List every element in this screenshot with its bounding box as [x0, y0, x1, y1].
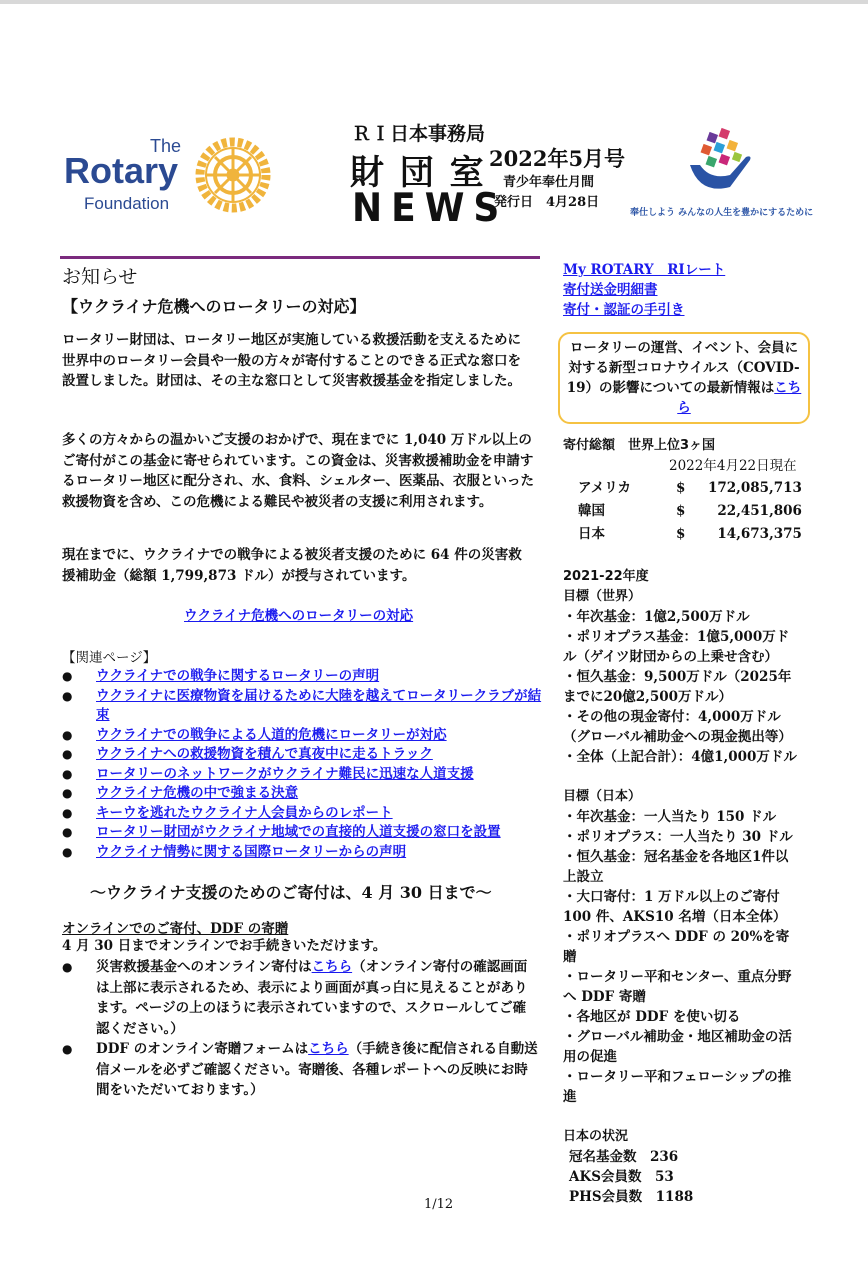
item-note: （オンライン寄付の確認画面は上部に表示されるため、表示により画面が真っ白に見えることがあります。ページの上のほうに表示されていますので、スクロールしてご確認ください。）: [96, 959, 528, 1037]
goals-japan-title: 目標（日本）: [563, 789, 642, 804]
donation-deadline-heading: ～ウクライナ支援のためのご寄付は、4 月 30 日まで～: [90, 883, 492, 902]
related-link[interactable]: キーウを逃れたウクライナ人会員からのレポート: [96, 804, 393, 821]
goal-item: ・ポリオプラスへ DDF の 20%を寄贈: [563, 929, 790, 965]
covid-info-link[interactable]: こちら: [677, 380, 802, 416]
status-label: PHS会員数: [569, 1189, 643, 1205]
amount: 22,451,806: [717, 502, 802, 519]
status-label: 冠名基金数: [569, 1149, 637, 1165]
donation-guide-link[interactable]: 寄付・認証の手引き: [563, 302, 685, 318]
related-link-item: [62, 667, 542, 687]
status-row: [569, 1147, 813, 1167]
article-heading: 【ウクライナ危機へのロータリーの対応】: [62, 297, 366, 316]
related-link-item: [62, 687, 542, 726]
goal-item: ・恒久基金：冠名基金を各地区1件以上設立: [563, 849, 789, 885]
currency: $: [676, 525, 686, 542]
covid-info-text: ロータリーの運営、イベント、会員に対する新型コロナウイルス（COVID-19）の影響についての最新情報は: [566, 340, 800, 396]
country: 韓国: [578, 502, 605, 519]
sidebar: [563, 260, 813, 1207]
currency: $: [676, 502, 686, 519]
rotary-foundation-logo: [64, 136, 274, 216]
goals-world-title: 目標（世界）: [563, 589, 642, 604]
top3-title: 寄付総額 世界上位3ヶ国: [563, 438, 716, 453]
ukraine-response-link[interactable]: ウクライナ危機へのロータリーの対応: [184, 608, 414, 624]
related-link-item: [62, 745, 542, 765]
theme-tagline: 奉仕しよう みんなの人生を豊かにするために: [630, 208, 814, 218]
country: 日本: [578, 525, 605, 542]
goal-item: ・各地区が DDF を使い切る: [563, 1009, 741, 1025]
related-link-item: [62, 726, 542, 746]
rotary-wheel-icon: [194, 136, 272, 214]
amount: 14,673,375: [717, 525, 802, 542]
goal-item: ・グローバル補助金・地区補助金の活用の促進: [563, 1029, 792, 1065]
top3-table: [577, 476, 803, 545]
paragraph-3: 現在までに、ウクライナでの戦争による被災者支援のために 64 件の災害救援補助金（総額 1,799,873 ドル）が授与されています。: [62, 547, 522, 584]
newsletter-title: 財 団 室: [350, 153, 486, 193]
viewer-top-bar: [0, 0, 868, 4]
related-link[interactable]: ウクライナへの救援物資を積んで真夜中に走るトラック: [96, 746, 433, 762]
paragraph-2: 多くの方々からの温かいご支援のおかげで、現在までに 1,040 万ドル以上のご寄付がこの基金に寄せられています。この資金は、災害救援補助金を申請するロータリー地区に配分され、水、食料、シェルター、医薬品、衣服といった救援物資を含め、この危機による難民や被災者の支援に利用されます。: [62, 432, 534, 510]
goal-item: ・大口寄付：1 万ドル以上のご寄付 100 件、AKS10 名増（日本全体）: [563, 889, 787, 925]
related-links-list: [62, 667, 542, 862]
amount: 172,085,713: [708, 479, 802, 496]
table-row: [577, 522, 803, 545]
related-link[interactable]: ウクライナでの戦争による人道的危機にロータリーが対応: [96, 726, 447, 743]
table-row: [577, 476, 803, 499]
newsletter-title-news: NEWS: [352, 185, 509, 232]
related-pages-label: 【関連ページ】: [62, 650, 157, 666]
goal-item: ・ロータリー平和センター、重点分野へ DDF 寄贈: [563, 969, 792, 1005]
related-link[interactable]: ウクライナに医療物資を届けるために大陸を越えてロータリークラブが結束: [96, 687, 542, 723]
online-intro: 4 月 30 日までオンラインでお手続きいただけます。: [62, 938, 387, 954]
goal-item: ・年次基金：1億2,500万ドル: [563, 609, 750, 625]
table-row: [577, 499, 803, 522]
goals-japan-list: [563, 807, 799, 1107]
status-row: [569, 1187, 813, 1207]
related-link-item: [62, 843, 542, 863]
online-donation-heading: オンラインでのご寄付、DDF の寄贈: [62, 921, 289, 937]
issue-label: 2022年5月号: [489, 146, 626, 171]
office-name: ＲＩ日本事務局: [352, 123, 486, 145]
goal-item: ・ロータリー平和フェローシップの推進: [563, 1069, 792, 1105]
goal-item: ・ポリオプラス：一人当たり 30 ドル: [563, 829, 793, 845]
status-value: 53: [654, 1169, 674, 1185]
goal-item: ・その他の現金寄付：4,000万ドル（グローバル補助金への現金拠出等）: [563, 709, 792, 745]
myrotary-ri-rate-link[interactable]: My ROTARY RIレート: [563, 262, 726, 278]
related-link[interactable]: ロータリーのネットワークがウクライナ難民に迅速な人道支援: [96, 765, 474, 782]
country: アメリカ: [578, 479, 632, 496]
month-theme: 青少年奉仕月間: [503, 175, 595, 190]
goals-world-list: [563, 607, 799, 767]
logo-line-the: The: [150, 136, 182, 156]
goal-item: ・年次基金：一人当たり 150 ドル: [563, 809, 777, 825]
online-donation-item: [62, 957, 538, 1039]
logo-line-foundation: Foundation: [84, 194, 170, 213]
related-link[interactable]: ロータリー財団がウクライナ地域での直接的人道支援の窓口を設置: [96, 824, 501, 840]
related-link[interactable]: ウクライナ情勢に関する国際ロータリーからの声明: [96, 843, 407, 860]
related-link[interactable]: ウクライナでの戦争に関するロータリーの声明: [96, 668, 380, 684]
disaster-fund-donation-link[interactable]: こちら: [311, 959, 353, 975]
related-link-item: [62, 784, 542, 804]
goal-item: ・恒久基金：9,500万ドル（2025年までに20億2,500万ドル）: [563, 669, 792, 705]
hand-globe-icon: [680, 125, 760, 200]
online-donation-item: [62, 1039, 538, 1101]
rotary-theme-logo: [625, 125, 815, 220]
logo-line-rotary: Rotary: [64, 150, 179, 191]
status-row: [569, 1167, 813, 1187]
related-link-item: [62, 823, 542, 843]
goal-item: ・ポリオプラス基金：1億5,000万ドル（ゲイツ財団からの上乗せ含む）: [563, 629, 790, 665]
item-text: 災害救援基金へのオンライン寄付は: [96, 959, 312, 975]
page-number: 1/12: [424, 1197, 454, 1212]
covid-info-box: [558, 332, 810, 424]
section-title: お知らせ: [62, 266, 138, 288]
goal-item: ・全体（上記合計）：4億1,000万ドル: [563, 749, 797, 765]
item-note: （手続き後に配信される自動送信メールを必ずご確認ください。寄贈後、各種レポートへの反映にお時間をいただいております。）: [96, 1041, 538, 1098]
related-link[interactable]: ウクライナ危機の中で強まる決意: [96, 785, 299, 801]
top3-as-of: 2022年4月22日現在: [669, 458, 797, 474]
donation-statement-link[interactable]: 寄付送金明細書: [563, 282, 658, 298]
currency: $: [676, 479, 686, 496]
related-link-item: [62, 804, 542, 824]
related-link-item: [62, 765, 542, 785]
fiscal-year: 2021-22年度: [563, 569, 649, 584]
item-text: DDF のオンライン寄贈フォームは: [96, 1041, 309, 1057]
header-divider: [60, 256, 540, 259]
status-value: 236: [650, 1149, 679, 1165]
paragraph-1: ロータリー財団は、ロータリー地区が実施している救援活動を支えるために世界中のロータリー会員や一般の方々が寄付することのできる正式な窓口を設置しました。財団は、その主な窓口として災害救援基金を指定しました。: [62, 332, 521, 389]
japan-status-list: [563, 1147, 813, 1207]
status-label: AKS会員数: [569, 1169, 642, 1185]
online-donation-list: [62, 957, 538, 1101]
issue-date: 発行日 4月28日: [494, 195, 600, 210]
status-value: 1188: [655, 1189, 694, 1205]
ddf-form-link[interactable]: こちら: [308, 1041, 349, 1057]
japan-status-title: 日本の状況: [563, 1129, 629, 1144]
